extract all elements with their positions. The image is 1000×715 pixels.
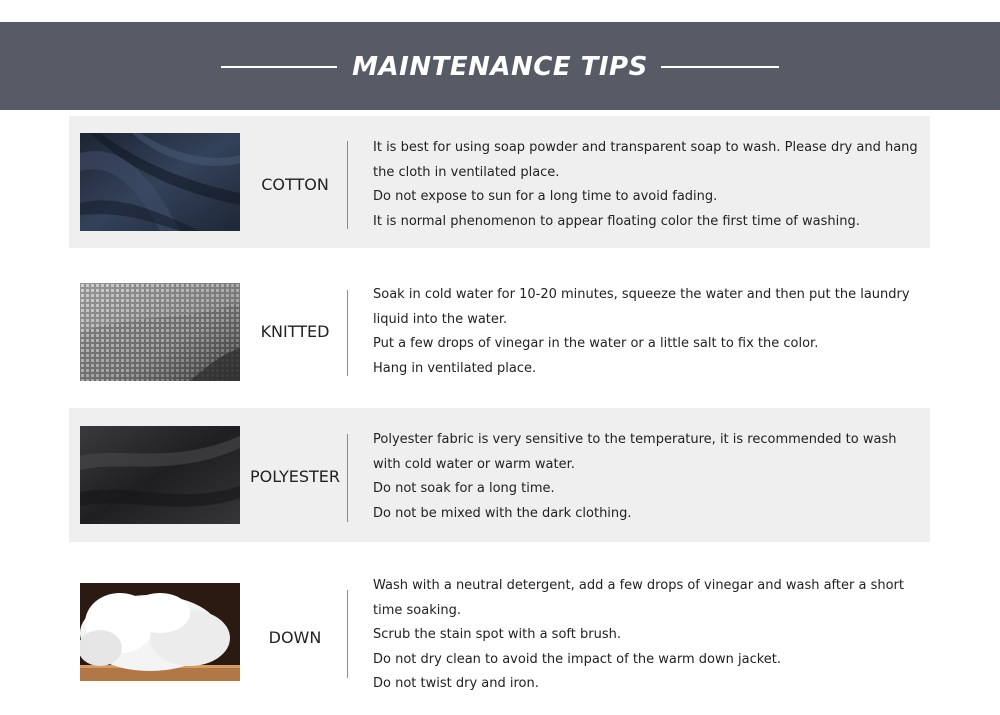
knitted-tips	[373, 283, 928, 381]
row-divider	[347, 141, 348, 229]
tip-text: Do not dry clean to avoid the impact of the warm down jacket.	[373, 651, 782, 667]
fabric-name: COTTON	[261, 175, 329, 194]
row-divider	[347, 290, 348, 376]
header-right-rule	[661, 66, 779, 68]
fabric-row-down	[69, 558, 930, 708]
header-left-rule	[221, 66, 337, 68]
fabric-row-polyester	[69, 408, 930, 542]
page-header	[0, 22, 1000, 110]
tip-text: Do not soak for a long time.	[373, 481, 555, 496]
tip-text: Wash with a neutral detergent, add a few drops of vinegar and wash after a short time soaking.	[373, 578, 904, 618]
row-divider	[347, 434, 348, 522]
tip-text: Put a few drops of vinegar in the water or a little salt to fix the color.	[373, 336, 819, 351]
fabric-row-cotton	[69, 116, 930, 248]
row-divider	[347, 590, 348, 678]
page-title: MAINTENANCE TIPS	[352, 52, 648, 82]
tip-text: Scrub the stain spot with a soft brush.	[373, 627, 621, 642]
tip-text: Polyester fabric is very sensitive to the temperature, it is recommended to wash with cold water or warm water.	[373, 432, 897, 472]
cotton-fabric-image	[80, 133, 240, 231]
fabric-name: DOWN	[268, 628, 322, 647]
tip-text: Hang in ventilated place.	[373, 360, 537, 376]
tip-text: Do not be mixed with the dark clothing.	[373, 505, 632, 521]
fabric-row-knitted	[69, 264, 930, 392]
tip-text: Do not twist dry and iron.	[373, 676, 539, 691]
tip-text: It is best for using soap powder and transparent soap to wash. Please dry and hang the cloth in ventilated place.	[373, 140, 918, 180]
down-tips	[373, 574, 928, 697]
fabric-name: KNITTED	[260, 322, 330, 341]
fabric-name: POLYESTER	[249, 467, 341, 486]
tip-text: Soak in cold water for 10-20 minutes, squeeze the water and then put the laundry liquid into the water.	[373, 287, 910, 327]
polyester-tips	[373, 428, 928, 526]
tip-text: It is normal phenomenon to appear floating color the first time of washing.	[373, 213, 860, 229]
cotton-tips	[373, 136, 928, 234]
tip-text: Do not expose to sun for a long time to avoid fading.	[373, 189, 718, 204]
polyester-fabric-image	[80, 426, 240, 524]
down-feathers-image	[80, 583, 240, 681]
knitted-fabric-image	[80, 283, 240, 381]
